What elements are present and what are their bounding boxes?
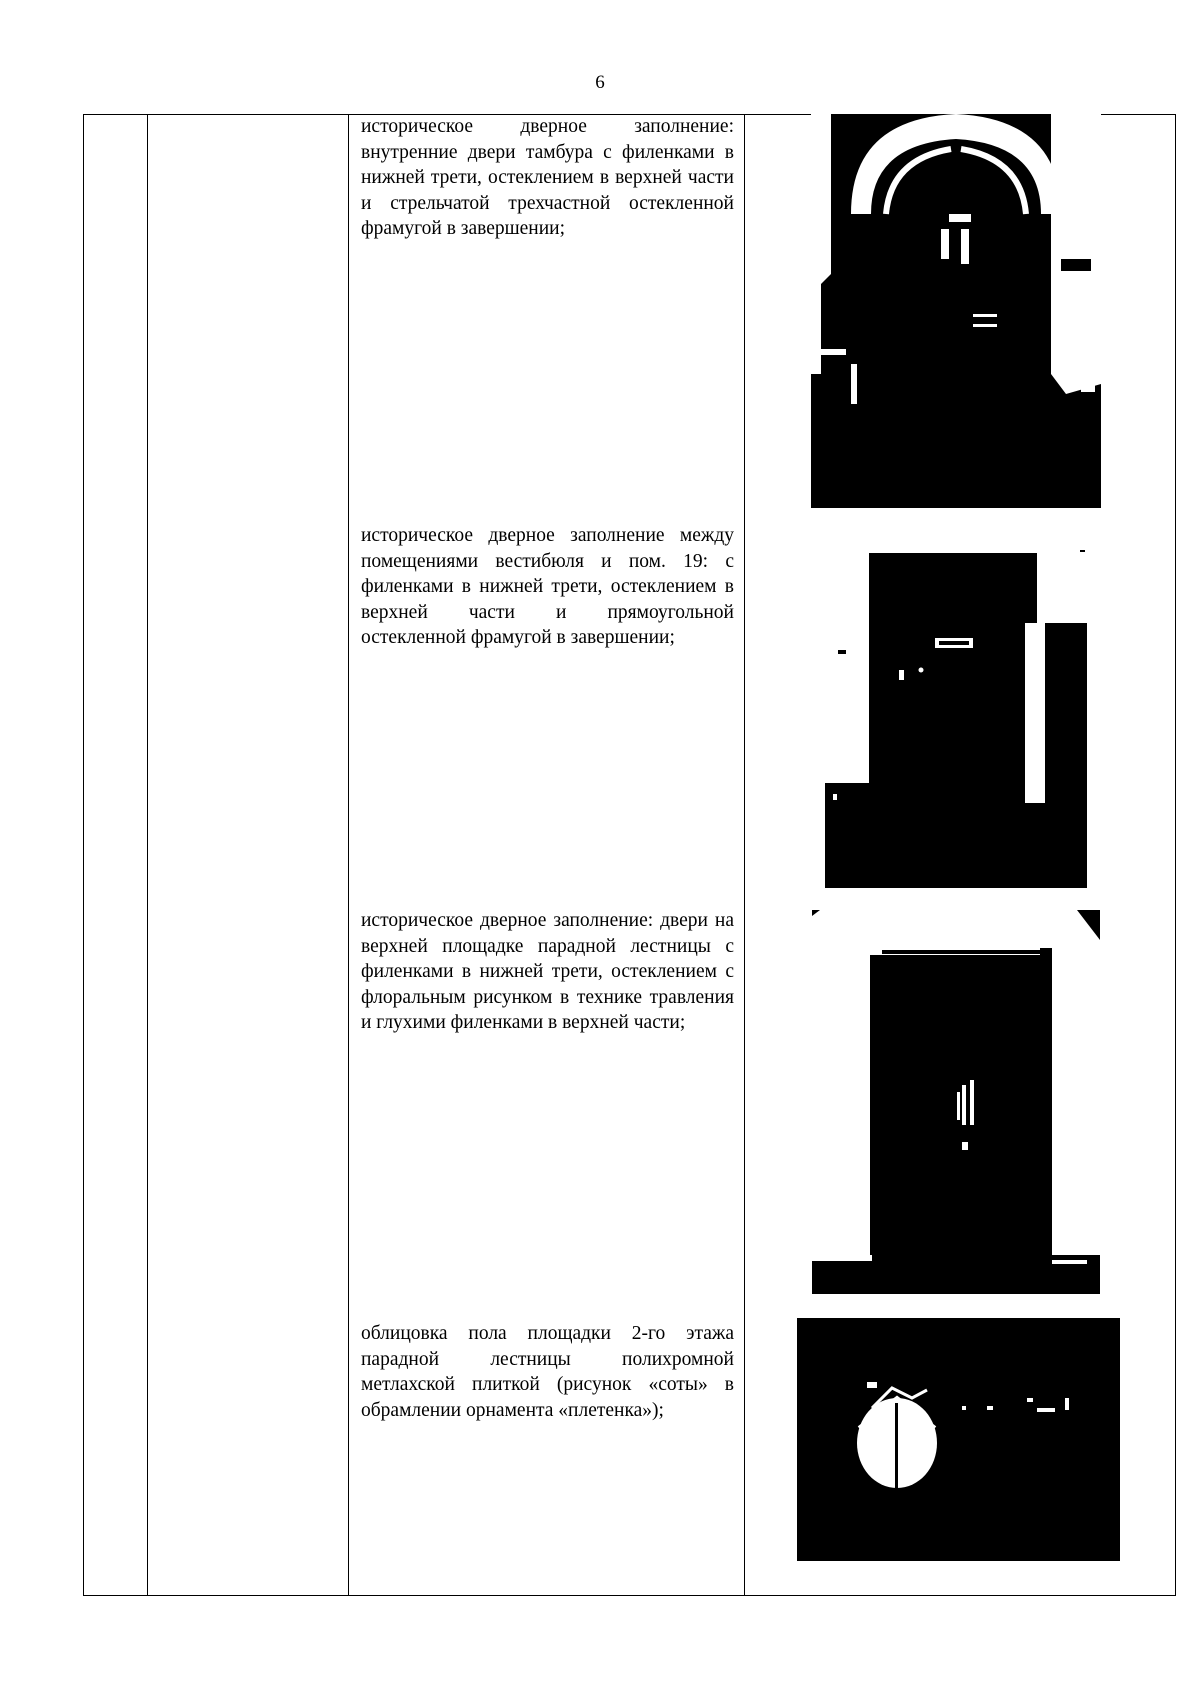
photo-arched-vestibule-door: [811, 114, 1101, 508]
photo-vestibule-door: [825, 548, 1087, 888]
column-divider: [744, 115, 745, 1595]
element-description: [361, 908, 734, 1036]
column-divider: [348, 115, 349, 1595]
description-text: историческое дверное заполнение между помещениями вестибюля и пом. 19: с филенками в нижней трети, остеклением в верхней части и прямоугольной остекленной фрамугой в завершении;: [361, 525, 734, 648]
photo-staircase-landing-door: [812, 910, 1100, 1294]
description-text: историческое дверное заполнение: внутренние двери тамбура с филенками в нижней трети, остеклением в верхней части и стрельчатой трехчастной остекленной фрамугой в завершении;: [361, 116, 734, 239]
element-description: [361, 1321, 734, 1423]
column-divider: [147, 115, 148, 1595]
page-number: 6: [595, 72, 605, 93]
element-description: [361, 523, 734, 651]
description-text: облицовка пола площадки 2-го этажа парадной лестницы полихромной метлахской плиткой (рисунок «соты» в обрамлении орнамента «плетенка»);: [361, 1323, 734, 1421]
photo-tiled-floor: [797, 1318, 1120, 1561]
element-description: [361, 114, 734, 242]
description-text: историческое дверное заполнение: двери на верхней площадке парадной лестницы с филенками в нижней трети, остеклением с флоральным рисунком в технике травления и глухими филенками в верхней части;: [361, 910, 734, 1033]
